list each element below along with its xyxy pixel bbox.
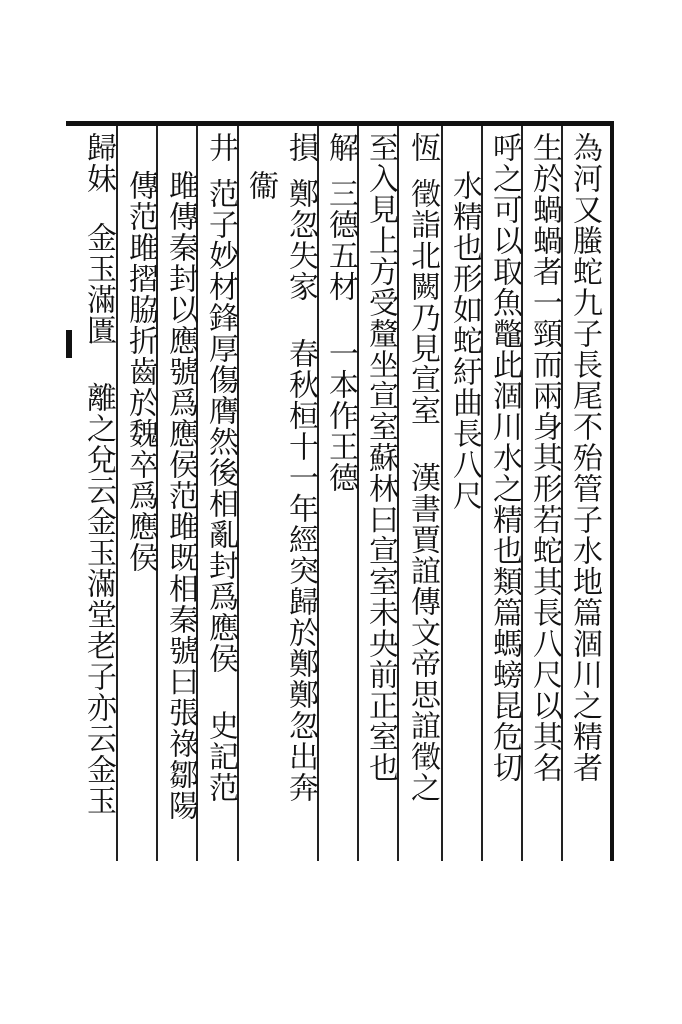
text-column-11: 雎傳秦封以應號爲應侯范雎既相秦號曰張祿鄒陽	[163, 170, 198, 821]
text-column-8: 鄭忽失家 春秋桓十一年經突歸於鄭鄭忽出奔	[283, 178, 318, 803]
text-column-1: 為河又螣蛇九子長尾不殆管子水地篇涸川之精者	[567, 132, 602, 783]
text-column-7: 三德五材 一本作王德	[323, 178, 358, 493]
right-border-rule	[610, 121, 614, 861]
text-column-12: 傳范雎摺脇折齒於魏卒爲應侯	[123, 170, 158, 573]
hexagram-heading-jing: 井	[203, 132, 238, 163]
top-border-rule	[66, 121, 614, 126]
text-column-13: 金玉滿匱 離之兌云金玉滿堂老子亦云金玉	[81, 222, 116, 816]
text-column-5: 徵詣北闕乃見宣室 漢書賈誼傳文帝思誼徵之	[405, 178, 440, 803]
text-column-10: 范子妙材鋒厚傷膺然後相亂封爲應侯 史記范	[203, 178, 238, 803]
hexagram-heading-heng: 恆	[405, 132, 440, 163]
hexagram-heading-sun: 損	[283, 132, 318, 163]
text-column-3: 呼之可以取魚鼈此涸川水之精也類篇螞螃昆危切	[487, 132, 522, 783]
text-column-2: 生於蝸蝸者一頸而兩身其形若蛇其長八尺以其名	[527, 132, 562, 783]
text-column-6: 至入見上方受釐坐宣室蘇林曰宣室未央前正室也	[363, 132, 398, 783]
column-divider	[116, 126, 118, 861]
hexagram-heading-guimei: 歸妹	[81, 132, 116, 194]
hexagram-heading-jie: 解	[323, 132, 358, 163]
column-divider	[441, 126, 443, 861]
left-margin-mark	[66, 330, 72, 358]
text-column-9: 衞	[243, 170, 278, 201]
text-column-4: 水精也形如蛇紆曲長八尺	[447, 170, 482, 511]
